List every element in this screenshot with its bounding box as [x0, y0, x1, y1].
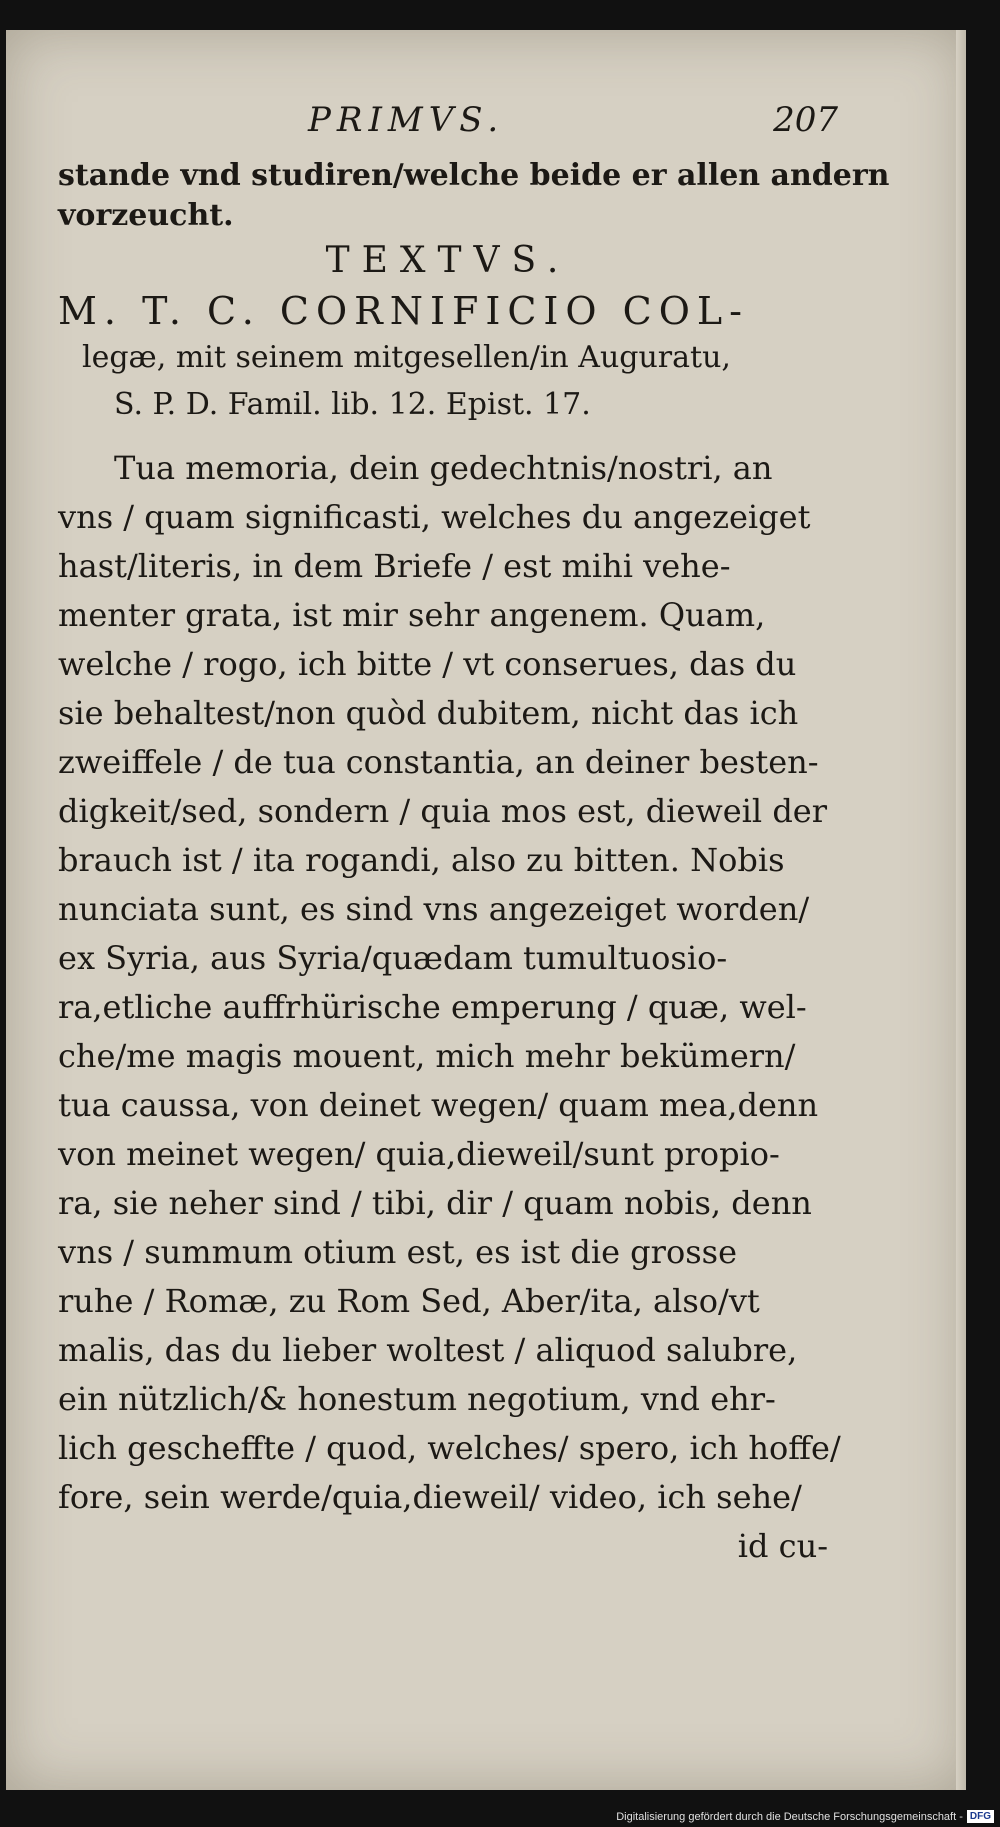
- body-line: vns / quam significasti, welches du angezeiget: [58, 498, 811, 536]
- body-line: ein nützlich/& honestum negotium, vnd ehr-: [58, 1380, 776, 1418]
- body-line: von meinet wegen/ quia,dieweil/sunt propio-: [58, 1135, 780, 1173]
- body-line: fore, sein werde/quia,dieweil/ video, ich sehe/: [58, 1478, 802, 1516]
- body-text: [58, 444, 841, 1571]
- address-line: S. P. D. Famil. lib. 12. Epist. 17.: [114, 387, 591, 422]
- body-line: ra, sie neher sind / tibi, dir / quam nobis, denn: [58, 1184, 812, 1222]
- body-line: hast/literis, in dem Briefe / est mihi vehe-: [58, 547, 731, 585]
- body-line: nunciata sunt, es sind vns angezeiget worden/: [58, 890, 810, 928]
- text-block: [58, 100, 890, 1571]
- body-line: lich gescheffte / quod, welches/ spero, ich hoffe/: [58, 1429, 841, 1467]
- body-line: brauch ist / ita rogandi, also zu bitten. Nobis: [58, 841, 785, 879]
- credit-text: Digitalisierung gefördert durch die Deutsche Forschungsgemeinschaft -: [616, 1810, 963, 1823]
- body-line: vns / summum otium est, es ist die grosse: [58, 1233, 737, 1271]
- body-line: che/me magis mouent, mich mehr bekümern/: [58, 1037, 796, 1075]
- address-line: legæ, mit seinem mitgesellen/in Auguratu,: [82, 340, 731, 375]
- body-line: malis, das du lieber woltest / aliquod salubre,: [58, 1331, 798, 1369]
- page-number: 207: [773, 100, 838, 140]
- running-title: PRIMVS.: [308, 100, 505, 140]
- page-edge: [956, 30, 966, 1790]
- body-line: ex Syria, aus Syria/quædam tumultuosio-: [58, 939, 728, 977]
- address-line: M. T. C. CORNIFICIO COL-: [58, 289, 749, 333]
- body-line: sie behaltest/non quòd dubitem, nicht das ich: [58, 694, 799, 732]
- body-line: ruhe / Romæ, zu Rom Sed, Aber/ita, also/vt: [58, 1282, 760, 1320]
- body-line: welche / rogo, ich bitte / vt conserues, das du: [58, 645, 797, 683]
- body-line: menter grata, ist mir sehr angenem. Quam,: [58, 596, 766, 634]
- catchword: id cu-: [737, 1527, 828, 1565]
- book-page: [6, 30, 966, 1790]
- body-line: tua caussa, von deinet wegen/ quam mea,denn: [58, 1086, 819, 1124]
- section-heading: TEXTVS.: [325, 240, 571, 281]
- running-head: [58, 100, 838, 156]
- body-line: zweiffele / de tua constantia, an deiner besten-: [58, 743, 819, 781]
- intro-line: stande vnd studiren/welche beide er allen andern: [58, 158, 890, 193]
- body-line: digkeit/sed, sondern / quia mos est, dieweil der: [58, 792, 828, 830]
- dfg-logo: DFG: [967, 1810, 994, 1823]
- digitization-credit: [616, 1810, 994, 1823]
- body-line: Tua memoria, dein gedechtnis/nostri, an: [114, 449, 773, 487]
- body-line: ra,etliche auffrhürische emperung / quæ, wel-: [58, 988, 807, 1026]
- intro-line: vorzeucht.: [58, 198, 234, 233]
